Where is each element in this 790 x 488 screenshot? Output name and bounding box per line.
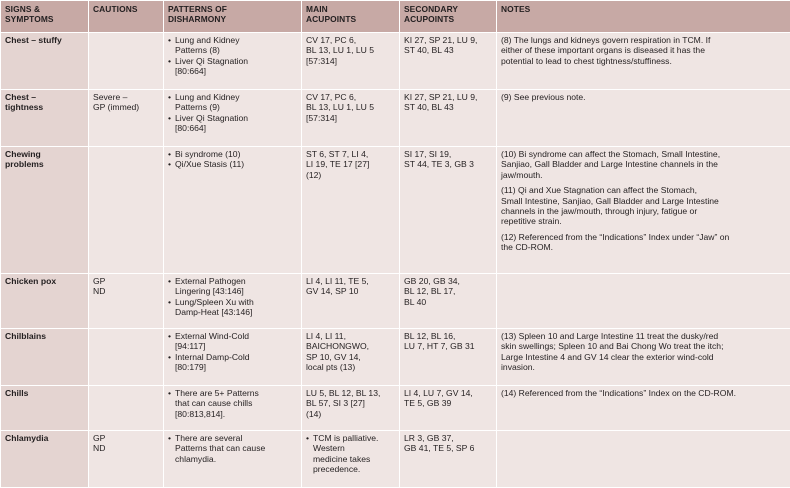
header-patterns: PATTERNS OF DISHARMONY	[164, 1, 302, 33]
pattern-item: • Lung/Spleen Xu with Damp-Heat [43:146]	[168, 297, 297, 318]
note: (10) Bi syndrome can affect the Stomach, Small Intestine, Sanjiao, Gall Bladder and Large Intestine channels in the jaw/mouth.	[501, 149, 786, 180]
notes-cell	[497, 33, 790, 90]
note: (11) Qi and Xue Stagnation can affect the Stomach, Small Intestine, Sanjiao, Gall Bladder and Large Intestine channels in the jaw/mouth, through injury, fatigue or repetitive strain.	[501, 185, 786, 227]
table-row	[1, 90, 790, 147]
pattern-item: • Lung and Kidney Patterns (8)	[168, 35, 297, 56]
header-secondary-acupoints: SECONDARY ACUPOINTS	[400, 1, 497, 33]
main-acupoints-cell	[302, 431, 400, 488]
secondary-acupoints-cell: GB 20, GB 34, BL 12, BL 17, BL 40	[400, 274, 497, 329]
note: (9) See previous note.	[501, 92, 786, 102]
secondary-acupoints-cell: LR 3, GB 37, GB 41, TE 5, SP 6	[400, 431, 497, 488]
header-row	[1, 1, 790, 33]
sign-cell: Chills	[1, 386, 89, 431]
sign-cell: Chlamydia	[1, 431, 89, 488]
secondary-acupoints-cell: KI 27, SP 21, LU 9, ST 40, BL 43	[400, 33, 497, 90]
main-acupoints-item: • TCM is palliative. Western medicine takes precedence.	[306, 433, 395, 475]
header-cautions: CAUTIONS	[89, 1, 164, 33]
pattern-item: • There are 5+ Patterns that can cause chills [80:813,814].	[168, 388, 297, 419]
note: (8) The lungs and kidneys govern respiration in TCM. If either of these important organs is diseased it has the potential to lead to chest tightness/stuffiness.	[501, 35, 786, 66]
sign-cell: Chest – tightness	[1, 90, 89, 147]
patterns-cell	[164, 274, 302, 329]
patterns-cell	[164, 90, 302, 147]
main-acupoints-cell: LI 4, LI 11, BAICHONGWO, SP 10, GV 14, local pts (13)	[302, 329, 400, 386]
table-row	[1, 274, 790, 329]
pattern-item: • Bi syndrome (10)	[168, 149, 297, 159]
main-acupoints-cell: LI 4, LI 11, TE 5, GV 14, SP 10	[302, 274, 400, 329]
notes-cell	[497, 90, 790, 147]
pattern-item: • Liver Qi Stagnation [80:664]	[168, 113, 297, 134]
patterns-cell	[164, 431, 302, 488]
pattern-item: • Internal Damp-Cold [80:179]	[168, 352, 297, 373]
patterns-cell	[164, 147, 302, 274]
header-main-acupoints: MAIN ACUPOINTS	[302, 1, 400, 33]
sign-cell: Chewing problems	[1, 147, 89, 274]
cautions-cell	[89, 147, 164, 274]
pattern-item: • Liver Qi Stagnation [80:664]	[168, 56, 297, 77]
pattern-item: • Qi/Xue Stasis (11)	[168, 159, 297, 169]
secondary-acupoints-cell: BL 12, BL 16, LU 7, HT 7, GB 31	[400, 329, 497, 386]
table-row	[1, 33, 790, 90]
patterns-cell	[164, 386, 302, 431]
cautions-cell: GP ND	[89, 274, 164, 329]
cautions-cell: Severe – GP (immed)	[89, 90, 164, 147]
header-notes: NOTES	[497, 1, 790, 33]
table-row	[1, 386, 790, 431]
cautions-cell	[89, 329, 164, 386]
main-acupoints-cell: CV 17, PC 6, BL 13, LU 1, LU 5 [57:314]	[302, 90, 400, 147]
table-row	[1, 147, 790, 274]
sign-cell: Chilblains	[1, 329, 89, 386]
header-signs: SIGNS & SYMPTOMS	[1, 1, 89, 33]
secondary-acupoints-cell: KI 27, SP 21, LU 9, ST 40, BL 43	[400, 90, 497, 147]
notes-cell	[497, 329, 790, 386]
sign-cell: Chest – stuffy	[1, 33, 89, 90]
sign-cell: Chicken pox	[1, 274, 89, 329]
secondary-acupoints-cell: SI 17, SI 19, ST 44, TE 3, GB 3	[400, 147, 497, 274]
notes-cell	[497, 147, 790, 274]
patterns-cell	[164, 329, 302, 386]
secondary-acupoints-cell: LI 4, LU 7, GV 14, TE 5, GB 39	[400, 386, 497, 431]
note: (13) Spleen 10 and Large Intestine 11 treat the dusky/red skin swellings; Spleen 10 and Bai Chong Wo treat the itch; Large Intestine 4 and GV 14 clear the exterior wind-cold invasion.	[501, 331, 786, 373]
pattern-item: • There are several Patterns that can cause chlamydia.	[168, 433, 297, 464]
pattern-item: • External Pathogen Lingering [43:146]	[168, 276, 297, 297]
note: (14) Referenced from the “Indications” Index on the CD-ROM.	[501, 388, 786, 398]
main-acupoints-cell: CV 17, PC 6, BL 13, LU 1, LU 5 [57:314]	[302, 33, 400, 90]
notes-cell	[497, 274, 790, 329]
main-acupoints-cell: ST 6, ST 7, LI 4, LI 19, TE 17 [27] (12)	[302, 147, 400, 274]
pattern-item: • Lung and Kidney Patterns (9)	[168, 92, 297, 113]
main-acupoints-cell: LU 5, BL 12, BL 13, BL 57, SI 3 [27] (14)	[302, 386, 400, 431]
note: (12) Referenced from the “Indications” Index under “Jaw” on the CD-ROM.	[501, 232, 786, 253]
table-row	[1, 431, 790, 488]
notes-cell	[497, 431, 790, 488]
notes-cell	[497, 386, 790, 431]
cautions-cell: GP ND	[89, 431, 164, 488]
pattern-item: • External Wind-Cold [94:117]	[168, 331, 297, 352]
cautions-cell	[89, 33, 164, 90]
table-row	[1, 329, 790, 386]
cautions-cell	[89, 386, 164, 431]
patterns-cell	[164, 33, 302, 90]
